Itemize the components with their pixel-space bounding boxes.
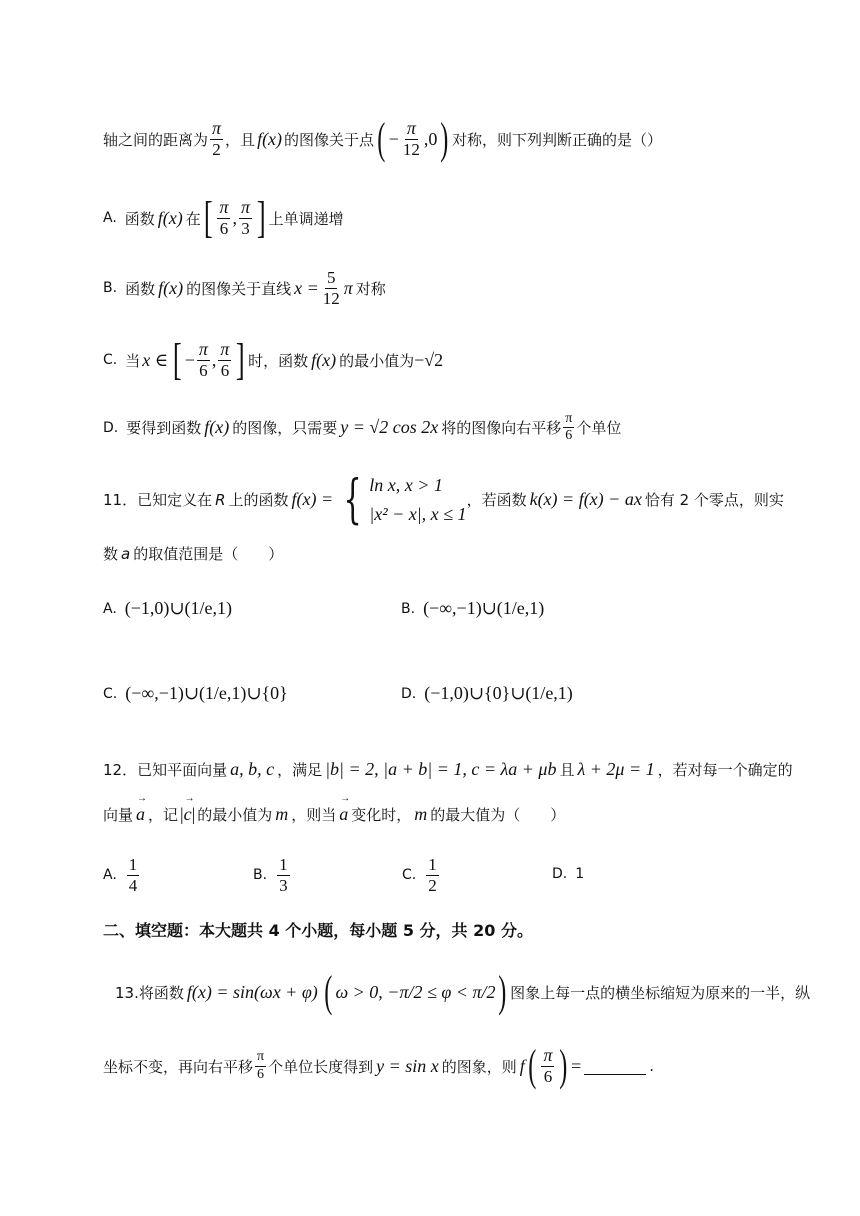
q11-option-a[interactable]: A. (−1,0)∪(1/e,1) bbox=[103, 598, 232, 618]
q11-option-b[interactable]: B. (−∞,−1)∪(1/e,1) bbox=[401, 598, 545, 618]
q12-option-c[interactable]: C. $\frac{1}{2}$ bbox=[402, 855, 437, 895]
q12-stem-cont: 向量 → a ，记 |→ c| 的最小值为 m ，则当 → a 变化时， m 的最大值为（ ） bbox=[103, 804, 565, 825]
q12-option-d[interactable]: D. 1 bbox=[552, 866, 585, 882]
q12-option-a[interactable]: A. $\frac{1}{4}$ bbox=[103, 855, 138, 895]
q11-stem: 11．已知定义在 R 上的函数 f(x) = { ln x, x > 1 |x² − x|, x ≤ 1 ，若函数 k(x) = f(x) − ax 恰有 2 个零点，则实 bbox=[103, 469, 784, 530]
q10-fx: f(x) bbox=[257, 128, 283, 149]
q13-stem: 13.将函数 f(x) = sin(ωx + φ) ( ω > 0, −π/2 ≤ φ < π/2 ) 图象上每一点的横坐标缩短为原来的一半，纵 bbox=[115, 967, 811, 1016]
q10-option-a[interactable]: A. 函数 f(x) 在 [ $\frac{\pi}{6}$ , $\frac{\pi}{3}$ ] 上单调递增 bbox=[103, 193, 344, 242]
q12-stem: 12．已知平面向量 a, b, c ，满足 |b| = 2, |a + b| = 1, c = λa + μb 且 λ + 2μ = 1 ，若对每一个确定的 bbox=[103, 759, 793, 779]
q10-option-d[interactable]: D. 要得到函数 f(x) 的图像，只需要 y = √2 cos 2x 将的图像向右平移 $\frac{\pi}{6}$ 个单位 bbox=[103, 411, 622, 444]
q10-point-frac: $\frac{\pi}{12}$ bbox=[402, 118, 420, 160]
section-heading: 二、填空题：本大题共 4 个小题，每小题 5 分，共 20 分。 bbox=[103, 921, 533, 940]
answer-blank[interactable] bbox=[584, 1058, 646, 1075]
q11-piecewise: ln x, x > 1 |x² − x|, x ≤ 1 bbox=[369, 475, 467, 524]
q10-stem: 轴之间的距离为 $\frac{\pi}{2}$ ，且 f(x) 的图像关于点 ( − $\frac{\pi}{12}$ ,0 ) 对称，则下列判断正确的是（） bbox=[103, 114, 663, 163]
q10-option-c[interactable]: C. 当 x ∈ [ − $\frac{\pi}{6}$ , $\frac{\pi}{6}$ ] 时，函数 f(x) 的最小值为 −√2 bbox=[103, 335, 444, 384]
q11-option-c[interactable]: C. (−∞,−1)∪(1/e,1)∪{0} bbox=[103, 683, 288, 703]
q10-option-b[interactable]: B. 函数 f(x) 的图像关于直线 x = $\frac{5}{12}$ π 对称 bbox=[103, 268, 386, 308]
q13-stem-cont: 坐标不变，再向右平移 $\frac{\pi}{6}$ 个单位长度得到 y = sin x 的图象，则 f ( $\frac{\pi}{6}$ ) = . bbox=[103, 1041, 655, 1090]
q10-frac-period: $\frac{\pi}{2}$ bbox=[212, 118, 222, 160]
q10-text1: 轴之间的距离为 bbox=[103, 130, 209, 149]
q12-option-b[interactable]: B. $\frac{1}{3}$ bbox=[253, 855, 288, 895]
q11-option-d[interactable]: D. (−1,0)∪{0}∪(1/e,1) bbox=[401, 683, 573, 703]
q10-text2: ，且 bbox=[225, 130, 256, 149]
q10-text3: 的图像关于点 bbox=[284, 130, 375, 149]
q11-stem-cont: 数 a 的取值范围是（ ） bbox=[103, 544, 284, 563]
q10-text4: 对称，则下列判断正确的是（） bbox=[452, 130, 663, 149]
